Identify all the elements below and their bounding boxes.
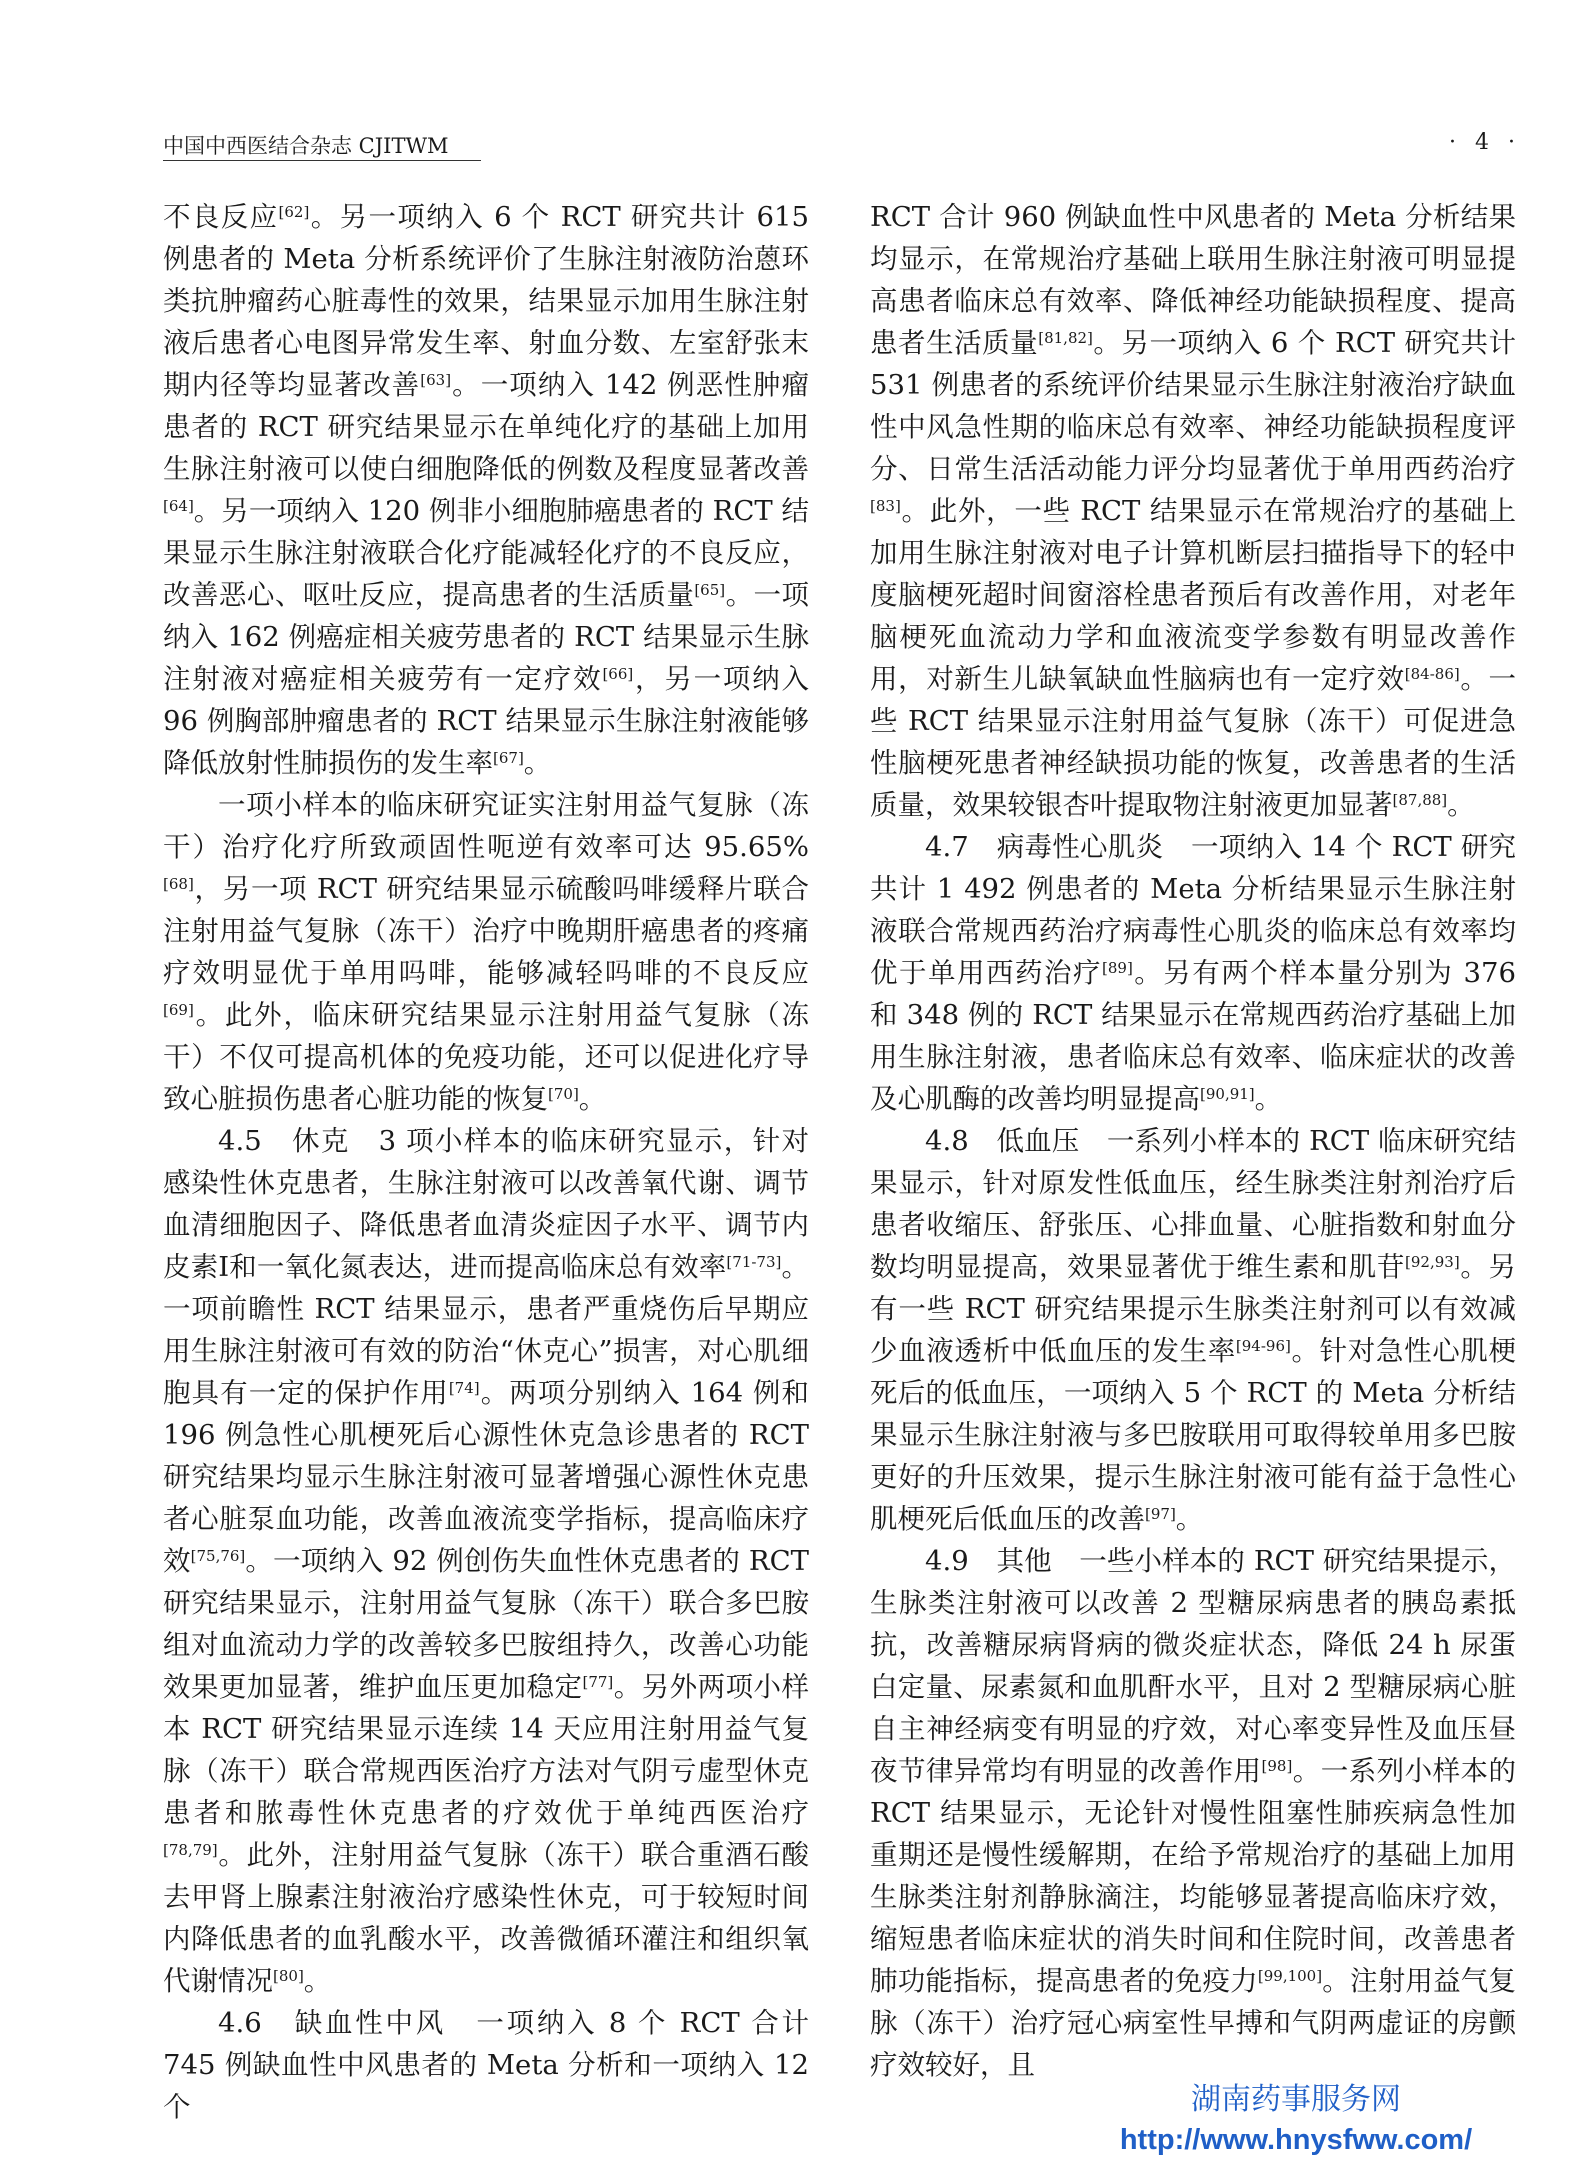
citation-ref: [66] bbox=[602, 665, 634, 683]
text-run: 。另外两项小样本 RCT 研究结果显示连续 14 天应用注射用益气复脉（冻干）联合常规西医治疗方法对气阴亏虚型休克患者和脓毒性休克患者的疗效优于单纯西医治疗 bbox=[163, 1671, 810, 1829]
paragraph bbox=[163, 784, 809, 1120]
text-run: ，另一项 RCT 研究结果显示硫酸吗啡缓释片联合注射用益气复脉（冻干）治疗中晚期肝癌患者的疼痛疗效明显优于单用吗啡，能够减轻吗啡的不良反应 bbox=[163, 873, 809, 989]
text-run: 。此外，一些 RCT 结果显示在常规治疗的基础上加用生脉注射液对电子计算机断层扫描指导下的轻中度脑梗死超时间窗溶栓患者预后有改善作用，对老年脑梗死血流动力学和血液流变学参数有明显改善作用，对新生儿缺氧缺血性脑病也有一定疗效 bbox=[870, 495, 1516, 695]
text-run: 一项小样本的临床研究证实注射用益气复脉（冻干）治疗化疗所致顽固性呃逆有效率可达 95.65% bbox=[163, 789, 809, 863]
paragraph bbox=[163, 196, 809, 784]
text-run: 。两项分别纳入 164 例和 196 例急性心肌梗死后心源性休克急诊患者的 RCT 研究结果均显示生脉注射液可显著增强心源性休克患者心脏泵血功能，改善血液流变学指标，提高临床疗效 bbox=[163, 1377, 809, 1577]
citation-ref: [64] bbox=[163, 497, 194, 515]
text-run: 。另一项纳入 120 例非小细胞肺癌患者的 RCT 结果显示生脉注射液联合化疗能减轻化疗的不良反应，改善恶心、呕吐反应，提高患者的生活质量 bbox=[163, 495, 809, 611]
text-run: 不良反应 bbox=[163, 201, 279, 233]
site-url-link[interactable]: http://www.hnysfww.com/ bbox=[1119, 2124, 1473, 2156]
page-number: · 4 · bbox=[1449, 130, 1521, 155]
paragraph bbox=[163, 1120, 809, 2002]
text-run: 。一项纳入 162 例癌症相关疲劳患者的 RCT 结果显示生脉注射液对癌症相关疲劳有一定疗效 bbox=[163, 579, 810, 695]
citation-ref: [71-73] bbox=[726, 1253, 782, 1271]
citation-ref: [77] bbox=[582, 1673, 614, 1691]
citation-ref: [68] bbox=[163, 875, 194, 893]
text-run: 4.7 病毒性心肌炎 一项纳入 14 个 RCT 研究共计 1 492 例患者的 Meta 分析结果显示生脉注射液联合常规西药治疗病毒性心肌炎的临床总有效率均优于单用西药治疗 bbox=[870, 831, 1516, 989]
watermark-footer bbox=[1070, 2080, 1522, 2160]
citation-ref: [75,76] bbox=[190, 1547, 246, 1565]
citation-ref: [99,100] bbox=[1257, 1967, 1323, 1985]
text-run: 4.6 缺血性中风 一项纳入 8 个 RCT 合计 745 例缺血性中风患者的 Meta 分析和一项纳入 12 个 bbox=[163, 2007, 809, 2123]
citation-ref: [70] bbox=[548, 1085, 579, 1103]
text-run: 。 bbox=[578, 1083, 607, 1115]
text-run: 。另一项纳入 6 个 RCT 研究共计 531 例患者的系统评价结果显示生脉注射液治疗缺血性中风急性期的临床总有效率、神经功能缺损程度评分、日常生活活动能力评分均显著优于单用西药治疗 bbox=[870, 327, 1516, 485]
text-run: 。一项纳入 92 例创伤失血性休克患者的 RCT 研究结果显示，注射用益气复脉（冻干）联合多巴胺组对血流动力学的改善较多巴胺组持久，改善心功能效果更加显著，维护血压更加稳定 bbox=[163, 1545, 809, 1703]
text-run: 。注射用益气复脉（冻干）治疗冠心病室性早搏和气阴两虚证的房颤疗效较好，且 bbox=[870, 1965, 1517, 2081]
citation-ref: [63] bbox=[420, 371, 452, 389]
text-run: 。 bbox=[523, 747, 552, 779]
citation-ref: [78,79] bbox=[163, 1841, 218, 1859]
citation-ref: [67] bbox=[493, 749, 524, 767]
text-run: 。一系列小样本的 RCT 结果显示，无论针对慢性阻塞性肺疾病急性加重期还是慢性缓解期，在给予常规治疗的基础上加用生脉类注射剂静脉滴注，均能够显著提高临床疗效，缩短患者临床症状的消失时间和住院时间，改善患者肺功能指标，提高患者的免疫力 bbox=[870, 1755, 1517, 1997]
citation-ref: [80] bbox=[273, 1967, 304, 1985]
citation-ref: [83] bbox=[870, 497, 901, 515]
paragraph bbox=[870, 196, 1516, 826]
citation-ref: [65] bbox=[694, 581, 726, 599]
text-run: 。此外，注射用益气复脉（冻干）联合重酒石酸去甲肾上腺素注射液治疗感染性休克，可于较短时间内降低患者的血乳酸水平，改善微循环灌注和组织氧代谢情况 bbox=[163, 1839, 809, 1997]
header-rule bbox=[163, 160, 481, 161]
text-run: 。此外，临床研究结果显示注射用益气复脉（冻干）不仅可提高机体的免疫功能，还可以促进化疗导致心脏损伤患者心脏功能的恢复 bbox=[163, 999, 809, 1115]
text-run: 。 bbox=[1254, 1083, 1283, 1115]
right-text-column bbox=[870, 196, 1516, 2086]
text-run: 。一些 RCT 结果显示注射用益气复脉（冻干）可促进急性脑梗死患者神经缺损功能的恢复，改善患者的生活质量，效果较银杏叶提取物注射液更加显著 bbox=[870, 663, 1517, 821]
text-run: 。另有两个样本量分别为 376 和 348 例的 RCT 结果显示在常规西药治疗基础上加用生脉注射液，患者临床总有效率、临床症状的改善及心肌酶的改善均明显提高 bbox=[870, 957, 1517, 1115]
citation-ref: [74] bbox=[448, 1379, 480, 1397]
text-run: 4.9 其他 一些小样本的 RCT 研究结果提示，生脉类注射液可以改善 2 型糖尿病患者的胰岛素抵抗，改善糖尿病肾病的微炎症状态，降低 24 h 尿蛋白定量、尿素氮和血肌酐水平，且对 2 型糖尿病心脏自主神经病变有明显的疗效，对心率变异性及血压昼夜节律异常均有明显的改善作用 bbox=[870, 1545, 1516, 1787]
citation-ref: [84-86] bbox=[1404, 665, 1460, 683]
citation-ref: [62] bbox=[278, 203, 310, 221]
text-run: 4.5 休克 3 项小样本的临床研究显示，针对感染性休克患者，生脉注射液可以改善氧代谢、调节血清细胞因子、降低患者血清炎症因子水平、调节内皮素Ⅰ和一氧化氮表达，进而提高临床总有效率 bbox=[163, 1125, 809, 1283]
citation-ref: [81,82] bbox=[1038, 329, 1093, 347]
paragraph bbox=[870, 1120, 1516, 1540]
text-run: 。 bbox=[303, 1965, 332, 1997]
paragraph bbox=[870, 1540, 1516, 2086]
text-run: 。另有一些 RCT 研究结果提示生脉类注射剂可以有效减少血液透析中低血压的发生率 bbox=[870, 1251, 1517, 1367]
left-text-column bbox=[163, 196, 809, 2128]
paragraph bbox=[870, 826, 1516, 1120]
citation-ref: [97] bbox=[1145, 1505, 1176, 1523]
text-run: 4.8 低血压 一系列小样本的 RCT 临床研究结果显示，针对原发性低血压，经生脉类注射剂治疗后患者收缩压、舒张压、心排血量、心脏指数和射血分数均明显提高，效果显著优于维生素和肌苷 bbox=[870, 1125, 1516, 1283]
text-run: 。 bbox=[1175, 1503, 1204, 1535]
text-run: 。一项前瞻性 RCT 结果显示，患者严重烧伤后早期应用生脉注射液可有效的防治“休克心”损害，对心肌细胞具有一定的保护作用 bbox=[163, 1251, 809, 1409]
journal-title: 中国中西医结合杂志 CJITWM bbox=[163, 134, 449, 158]
text-run: 。一项纳入 142 例恶性肿瘤患者的 RCT 研究结果显示在单纯化疗的基础上加用生脉注射液可以使白细胞降低的例数及程度显著改善 bbox=[163, 369, 810, 485]
citation-ref: [98] bbox=[1261, 1757, 1293, 1775]
citation-ref: [69] bbox=[163, 1001, 194, 1019]
citation-ref: [94-96] bbox=[1235, 1337, 1291, 1355]
text-run: 。另一项纳入 6 个 RCT 研究共计 615 例患者的 Meta 分析系统评价了生脉注射液防治蒽环类抗肿瘤药心脏毒性的效果，结果显示加用生脉注射液后患者心电图异常发生率、射血分数、左室舒张末期内径等均显著改善 bbox=[163, 201, 810, 401]
paragraph bbox=[163, 2002, 809, 2128]
citation-ref: [87,88] bbox=[1392, 791, 1448, 809]
citation-ref: [92,93] bbox=[1405, 1253, 1460, 1271]
citation-ref: [90,91] bbox=[1200, 1085, 1255, 1103]
citation-ref: [89] bbox=[1102, 959, 1133, 977]
running-header bbox=[163, 130, 1521, 158]
text-run: ，另一项纳入 96 例胸部肿瘤患者的 RCT 结果显示生脉注射液能够降低放射性肺损伤的发生率 bbox=[163, 663, 810, 779]
site-name: 湖南药事服务网 bbox=[1191, 2082, 1401, 2117]
text-run: RCT 合计 960 例缺血性中风患者的 Meta 分析结果均显示，在常规治疗基础上联用生脉注射液可明显提高患者临床总有效率、降低神经功能缺损程度、提高患者生活质量 bbox=[870, 201, 1516, 359]
text-run: 。针对急性心肌梗死后的低血压，一项纳入 5 个 RCT 的 Meta 分析结果显示生脉注射液与多巴胺联用可取得较单用多巴胺更好的升压效果，提示生脉注射液可能有益于急性心肌梗死后低血压的改善 bbox=[870, 1335, 1517, 1535]
text-run: 。 bbox=[1447, 789, 1475, 821]
